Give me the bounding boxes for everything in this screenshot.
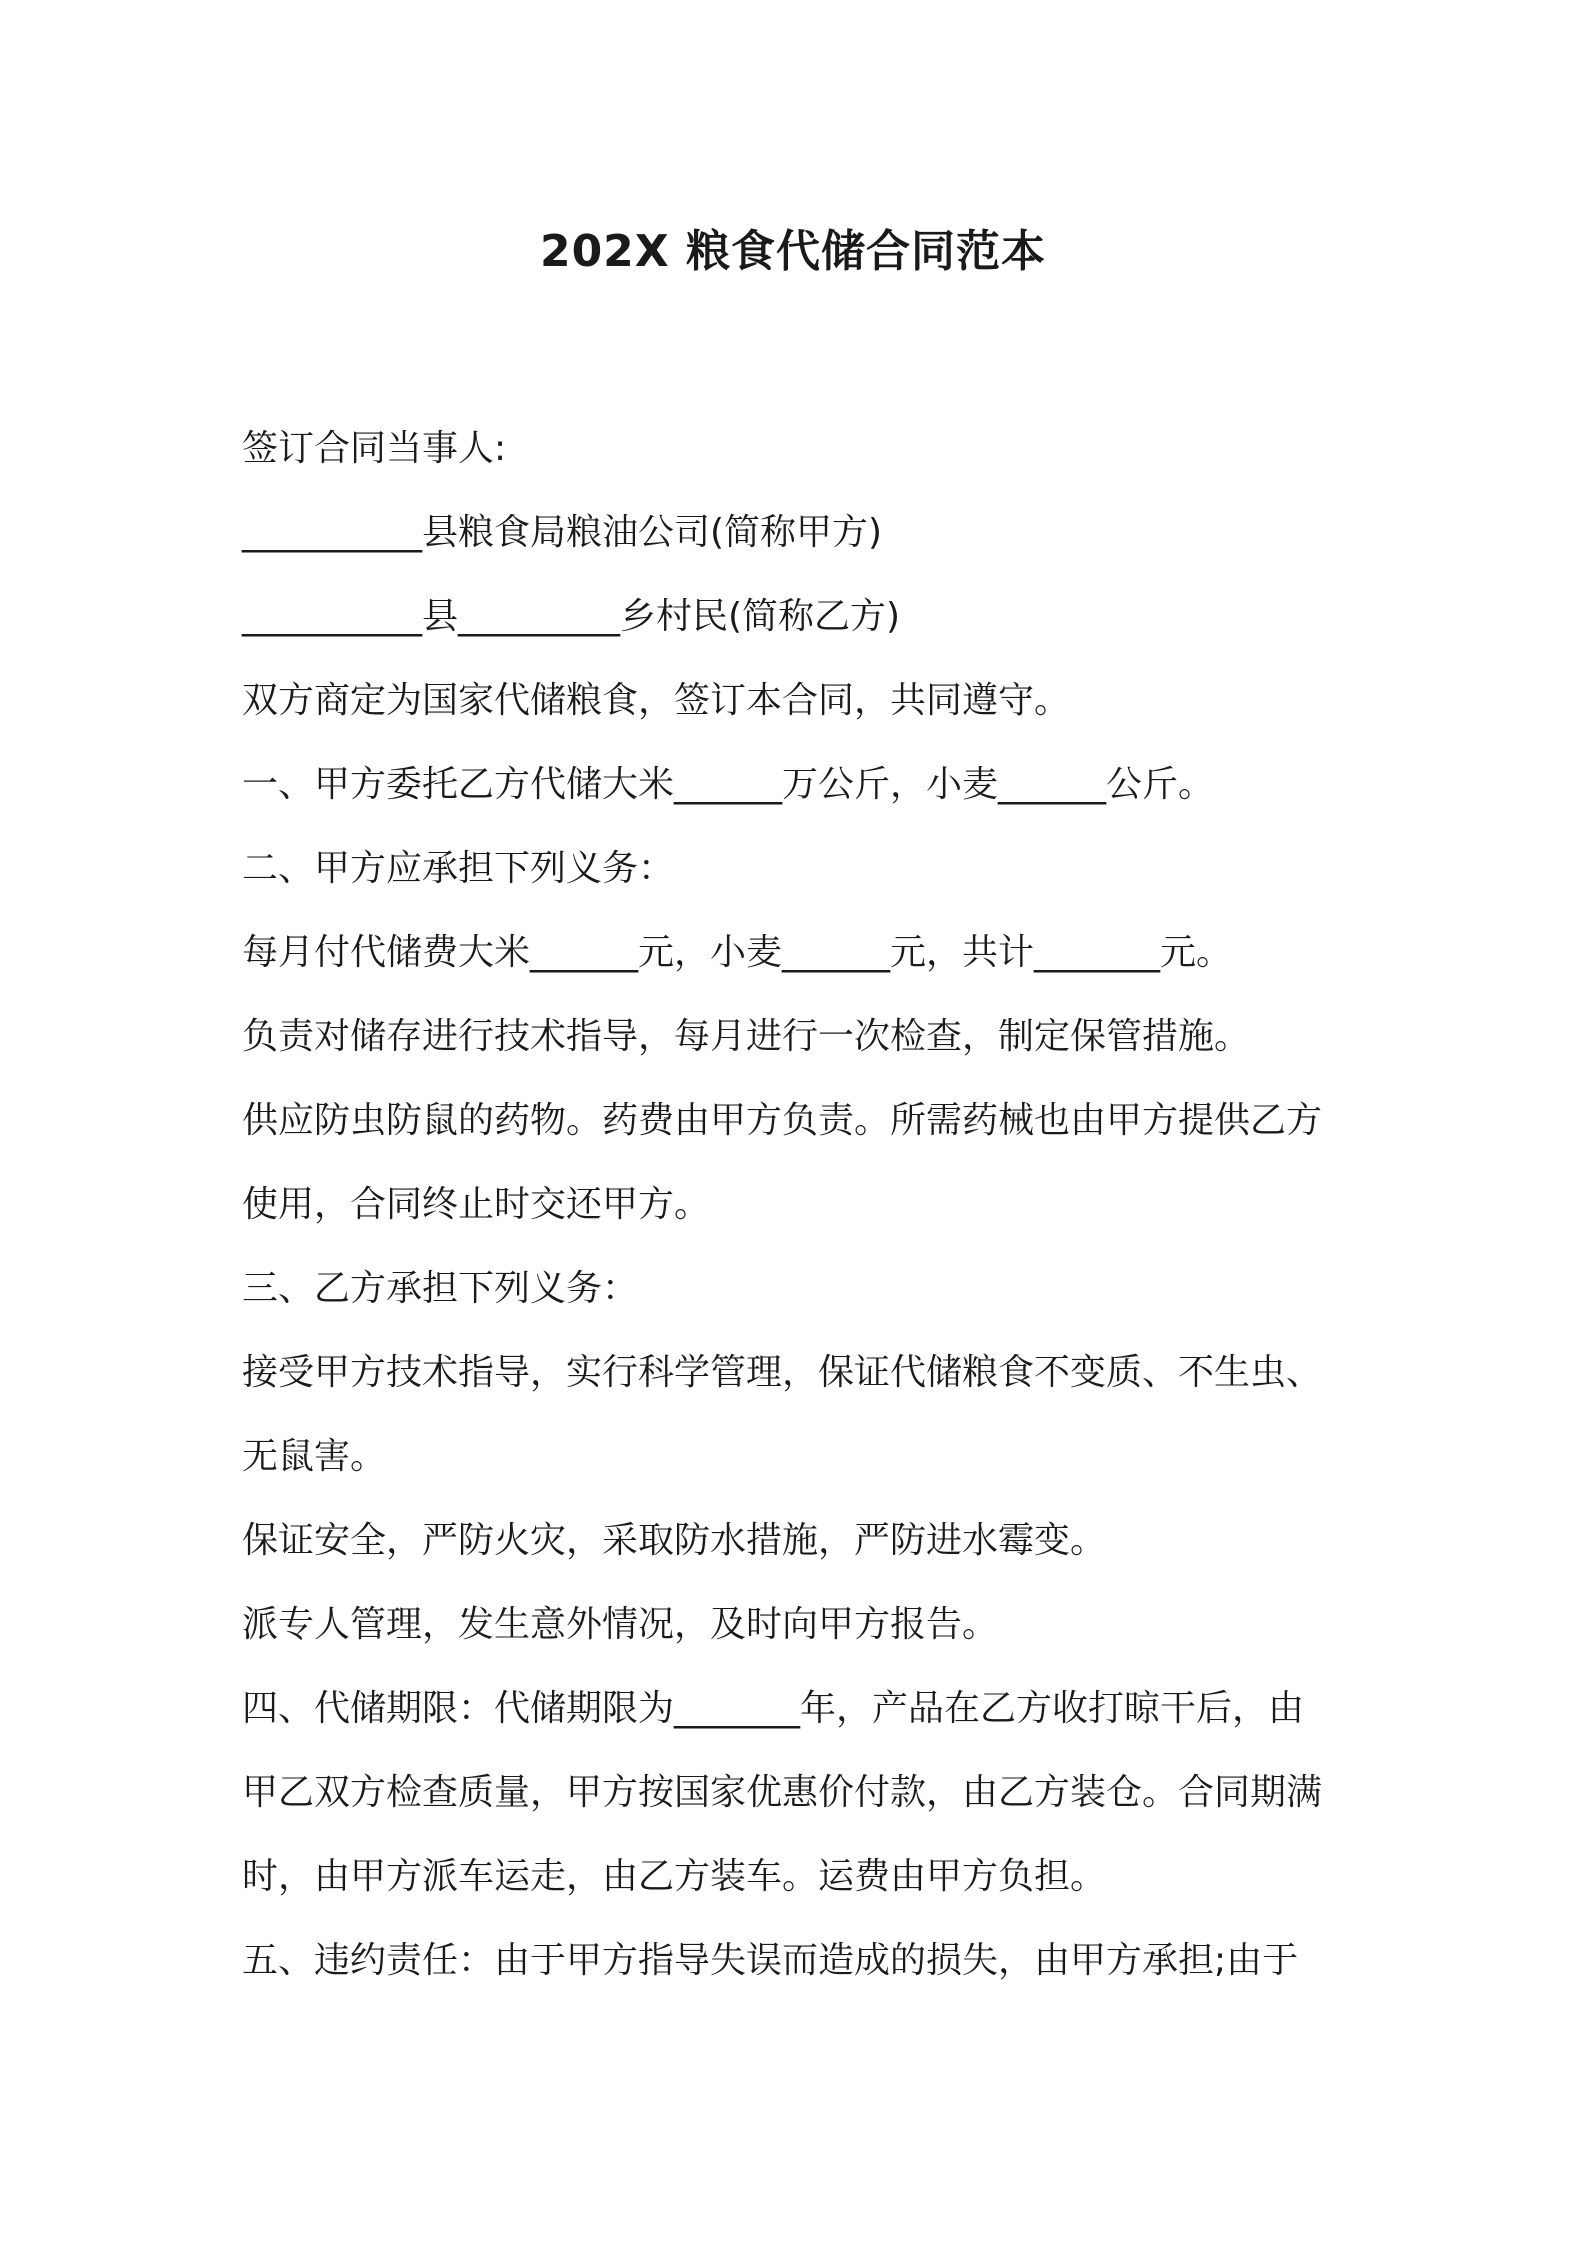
clause-2-item-pesticide-cont: 使用，合同终止时交还甲方。 — [242, 1184, 711, 1225]
clause-3-item-management: 接受甲方技术指导，实行科学管理，保证代储粮食不变质、不生虫、 — [242, 1352, 1323, 1393]
contract-body — [242, 407, 1362, 2003]
clause-2-item-guidance: 负责对储存进行技术指导，每月进行一次检查，制定保管措施。 — [242, 1016, 1251, 1057]
clause-2-heading: 二、甲方应承担下列义务： — [242, 848, 675, 889]
clause-3-item-management-cont: 无鼠害。 — [242, 1436, 387, 1477]
agreement-intro: 双方商定为国家代储粮食，签订本合同，共同遵守。 — [242, 680, 1071, 721]
parties-heading: 签订合同当事人: — [242, 428, 507, 469]
clause-1: 一、甲方委托乙方代储大米______万公斤，小麦______公斤。 — [242, 764, 1215, 805]
clause-2-item-pesticide: 供应防虫防鼠的药物。药费由甲方负责。所需药械也由甲方提供乙方 — [242, 1100, 1323, 1141]
clause-4-cont-2: 时，由甲方派车运走，由乙方装车。运费由甲方负担。 — [242, 1856, 1107, 1897]
party-b-line: __________县_________乡村民(简称乙方) — [242, 596, 901, 637]
clause-4: 四、代储期限：代储期限为_______年，产品在乙方收打晾干后，由 — [242, 1688, 1305, 1729]
clause-5: 五、违约责任：由于甲方指导失误而造成的损失，由甲方承担;由于 — [242, 1940, 1299, 1981]
clause-3-item-staff: 派专人管理，发生意外情况，及时向甲方报告。 — [242, 1604, 999, 1645]
document-title: 202X 粮食代储合同范本 — [539, 226, 1047, 277]
clause-3-heading: 三、乙方承担下列义务： — [242, 1268, 639, 1309]
party-a-line: __________县粮食局粮油公司(简称甲方) — [242, 512, 883, 553]
clause-4-cont-1: 甲乙双方检查质量，甲方按国家优惠价付款，由乙方装仓。合同期满 — [242, 1772, 1323, 1813]
clause-3-item-safety: 保证安全，严防火灾，采取防水措施，严防进水霉变。 — [242, 1520, 1107, 1561]
clause-2-item-fee: 每月付代储费大米______元，小麦______元，共计_______元。 — [242, 932, 1233, 973]
